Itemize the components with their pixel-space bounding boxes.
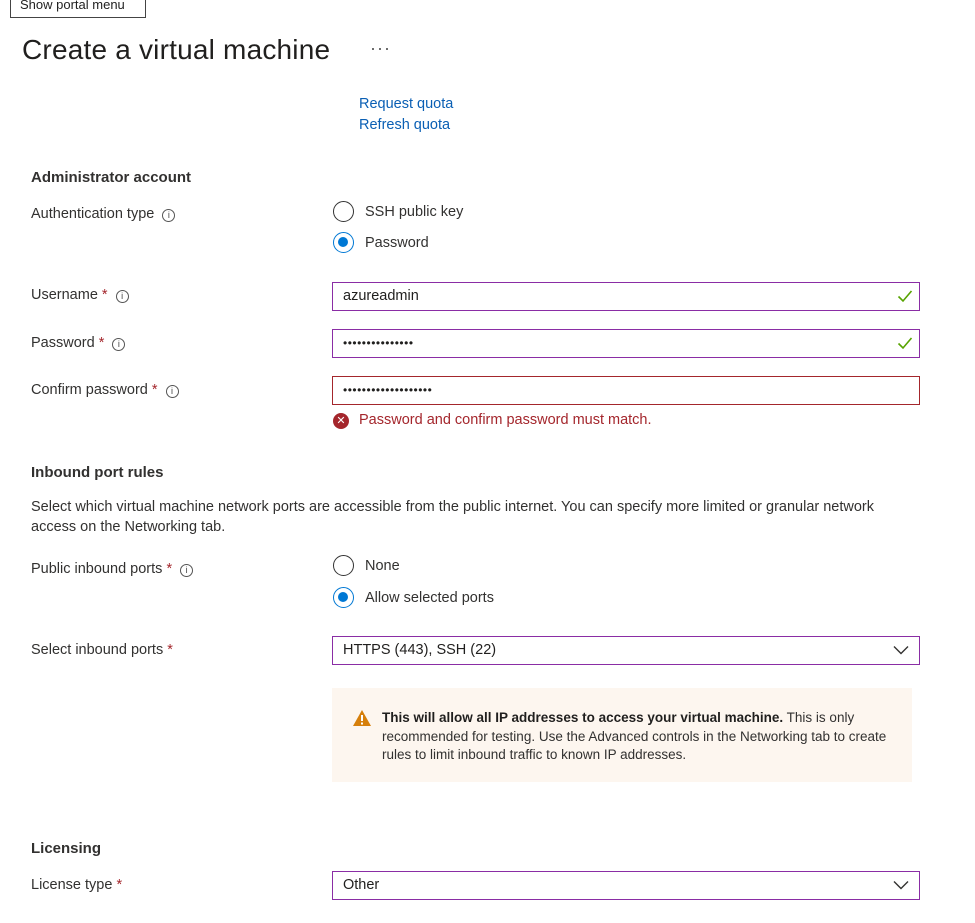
- info-icon[interactable]: i: [180, 564, 193, 577]
- select-inbound-ports-label: [31, 642, 173, 658]
- confirm-password-label-text: Confirm password: [31, 382, 148, 398]
- password-input[interactable]: [332, 329, 920, 358]
- required-marker: *: [167, 642, 173, 658]
- username-label-text: Username: [31, 287, 98, 303]
- username-input[interactable]: [332, 282, 920, 311]
- radio-allow-selected-ports[interactable]: [333, 587, 354, 608]
- info-icon[interactable]: i: [116, 290, 129, 303]
- radio-password[interactable]: [333, 232, 354, 253]
- auth-option-password-label: Password: [365, 234, 429, 251]
- select-inbound-ports-dropdown[interactable]: [332, 636, 920, 665]
- license-type-label-text: License type: [31, 877, 113, 893]
- username-label: [31, 287, 129, 303]
- authentication-type-label: [31, 206, 175, 222]
- warning-text-detail: This is only recommended for testing. Use the Advanced controls in the Networking tab to create rules to limit inbound traffic to known IP addresses.: [382, 710, 887, 762]
- public-ports-option-none[interactable]: [333, 555, 400, 576]
- confirm-password-label: [31, 382, 179, 398]
- auth-option-password[interactable]: [333, 232, 429, 253]
- radio-none[interactable]: [333, 555, 354, 576]
- username-value: azureadmin: [343, 288, 419, 304]
- error-icon: ✕: [333, 413, 349, 429]
- public-inbound-ports-label-text: Public inbound ports: [31, 561, 163, 577]
- info-icon[interactable]: i: [112, 338, 125, 351]
- public-inbound-ports-label: [31, 561, 193, 577]
- more-options-icon[interactable]: ···: [370, 38, 391, 58]
- chevron-down-icon: [893, 880, 909, 890]
- inbound-description: Select which virtual machine network ports are accessible from the public internet. You can specify more limited or granular network access on the Networking tab.: [31, 499, 875, 535]
- password-value: •••••••••••••••: [343, 336, 414, 350]
- request-quota-link[interactable]: Request quota: [359, 96, 454, 112]
- show-portal-menu-button[interactable]: Show portal menu: [10, 0, 146, 18]
- license-type-value: Other: [343, 877, 380, 893]
- required-marker: *: [151, 382, 158, 398]
- confirm-password-input[interactable]: [332, 376, 920, 405]
- authentication-type-label-text: Authentication type: [31, 206, 155, 222]
- confirm-password-value: •••••••••••••••••••: [343, 383, 433, 397]
- select-inbound-ports-value: HTTPS (443), SSH (22): [343, 642, 497, 658]
- password-mismatch-error: Password and confirm password must match.: [359, 412, 652, 428]
- public-ports-option-allow[interactable]: [333, 587, 494, 608]
- refresh-quota-link[interactable]: Refresh quota: [359, 117, 451, 133]
- warning-text: [382, 709, 897, 765]
- select-inbound-ports-label-text: Select inbound ports: [31, 642, 164, 658]
- chevron-down-icon: [893, 645, 909, 655]
- inbound-port-rules-heading: Inbound port rules: [31, 464, 164, 481]
- warning-text-bold: This will allow all IP addresses to access your virtual machine.: [382, 710, 784, 725]
- public-ports-option-allow-label: Allow selected ports: [365, 589, 494, 606]
- required-marker: *: [101, 287, 108, 303]
- password-label-text: Password: [31, 335, 95, 351]
- info-icon[interactable]: i: [162, 209, 175, 222]
- page-title: Create a virtual machine: [22, 34, 331, 65]
- auth-option-ssh[interactable]: [333, 201, 463, 222]
- info-icon[interactable]: i: [166, 385, 179, 398]
- radio-ssh-public-key[interactable]: [333, 201, 354, 222]
- required-marker: *: [116, 877, 123, 893]
- licensing-heading: Licensing: [31, 840, 102, 857]
- warning-icon: [352, 709, 372, 727]
- public-ports-option-none-label: None: [365, 557, 400, 574]
- license-type-dropdown[interactable]: [332, 871, 920, 900]
- required-marker: *: [166, 561, 173, 577]
- checkmark-icon: [897, 336, 913, 350]
- administrator-account-heading: Administrator account: [31, 169, 192, 186]
- auth-option-ssh-label: SSH public key: [365, 203, 464, 220]
- license-type-label: [31, 877, 122, 893]
- checkmark-icon: [897, 289, 913, 303]
- password-label: [31, 335, 125, 351]
- required-marker: *: [98, 335, 105, 351]
